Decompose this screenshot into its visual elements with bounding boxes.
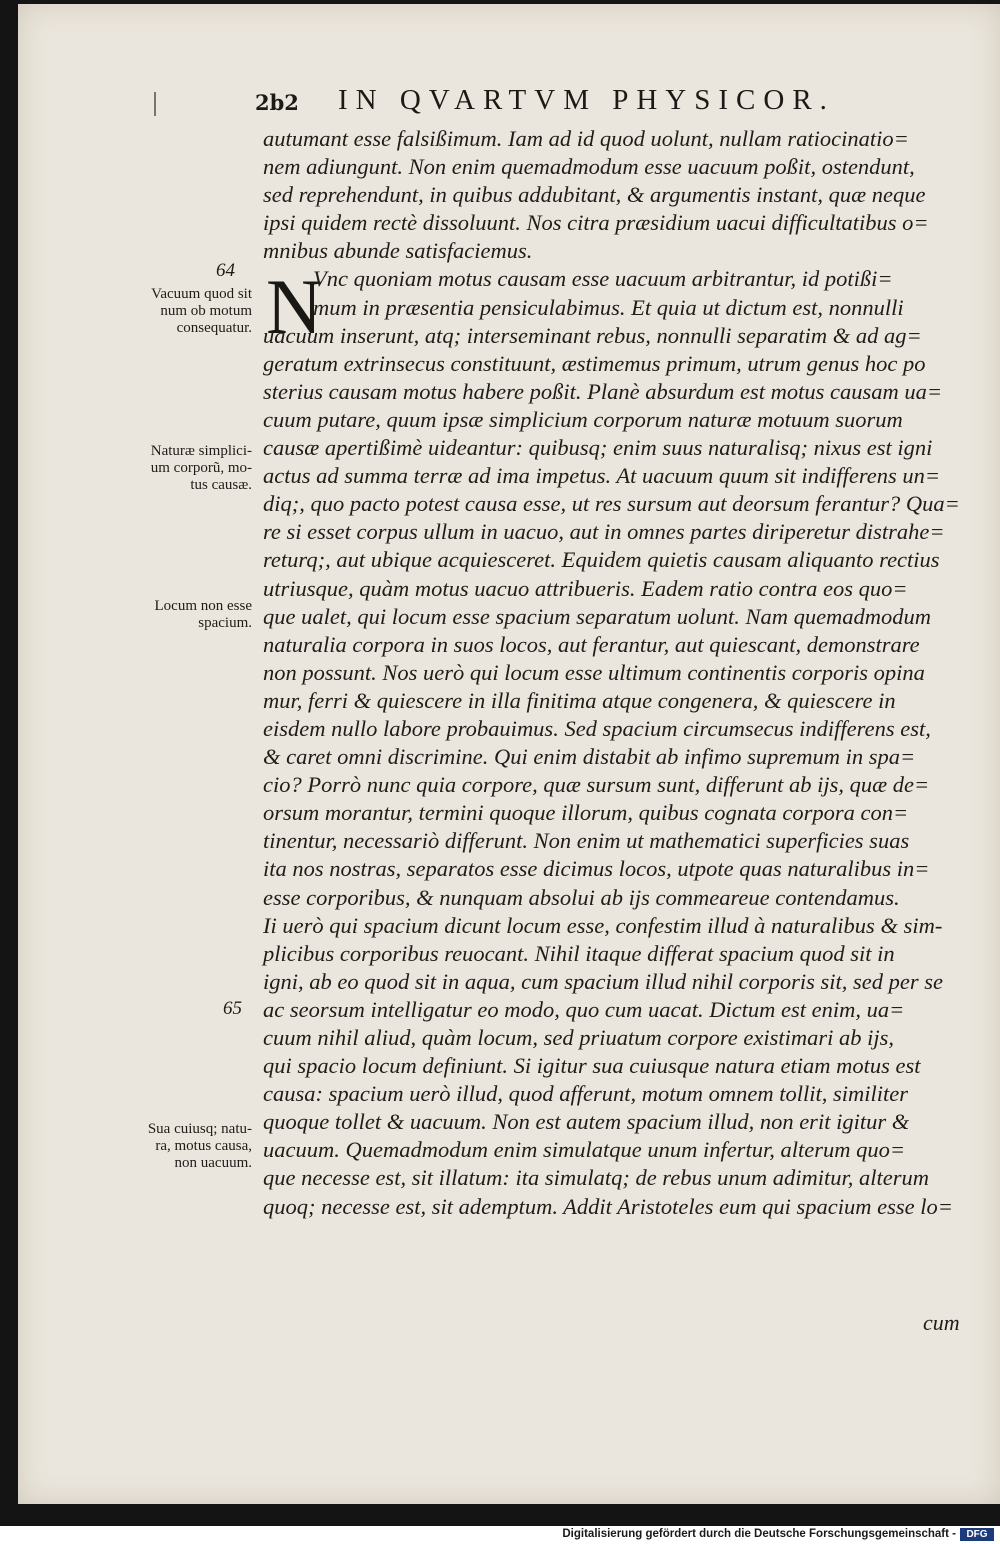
page-header: [18, 84, 1000, 124]
text-line: cio? Porrò nunc quia corpore, quæ sursum sunt, differunt ab ijs, quæ de=: [263, 772, 930, 798]
text-line: esse corporibus, & nunquam absolui ab ijs commeareue contendamus.: [263, 884, 900, 910]
text-line: autumant esse falsißimum. Iam ad id quod uolunt, nullam ratiocinatio=: [263, 126, 909, 151]
text-line: cuum putare, quum ipsæ simplicium corporum naturæ motuum suorum: [263, 406, 903, 432]
text-line: qui spacio locum definiunt. Si igitur sua cuiusque natura etiam motus est: [263, 1053, 921, 1079]
text-line: mur, ferri & quiescere in illa finitima atque congenera, & quiescere in: [263, 687, 896, 713]
text-line: cuum nihil aliud, quàm locum, sed priuatum corpore existimari ab ijs,: [263, 1025, 894, 1050]
margin-note-line: spacium.: [198, 615, 252, 631]
text-line: orsum morantur, termini quoque illorum, quibus cognata corpora con=: [263, 800, 909, 826]
text-line: sterius causam motus habere poßit. Planè absurdum est motus causam ua=: [263, 378, 943, 404]
text-line: ac seorsum intelligatur eo modo, quo cum uacat. Dictum est enim, ua=: [263, 996, 905, 1022]
margin-note-line: Sua cuiusq; natu-: [147, 1121, 252, 1137]
digitization-credit-bar: [0, 1526, 1000, 1544]
drop-cap: N: [266, 263, 323, 350]
text-line: eisdem nullo labore probauimus. Sed spacium circumsecus indifferens est,: [263, 715, 931, 741]
margin-note-locum: [102, 598, 252, 632]
text-line: sed reprehendunt, in quibus addubitant, & argumentis instant, quæ neque: [263, 182, 926, 208]
margin-note-naturae: [102, 443, 252, 494]
margin-note-line: tus causæ.: [190, 477, 252, 493]
text-line: plicibus corporibus reuocant. Nihil itaque differat spacium quod sit in: [263, 940, 895, 966]
margin-note-vacuum: [102, 286, 252, 337]
text-line: quoque tollet & uacuum. Non est autem spacium illud, non erit igitur &: [263, 1109, 910, 1135]
text-line: causæ apertißimè uideantur: quibusq; enim suus naturalisq; nixus est igni: [263, 435, 933, 461]
margin-note-line: um corporũ, mo-: [150, 460, 252, 476]
margin-note-sua: [102, 1121, 252, 1172]
margin-note-line: Vacuum quod sit: [151, 286, 252, 302]
text-line: mnibus abunde satisfaciemus.: [263, 238, 533, 264]
text-line: igni, ab eo quod sit in aqua, cum spacium illud nihil corporis sit, sed per se: [263, 968, 943, 994]
text-line: que ualet, qui locum esse spacium separatum uolunt. Nam quemadmodum: [263, 603, 932, 629]
text-line: nem adiungunt. Non enim quemadmodum esse uacuum poßit, ostendunt,: [263, 154, 915, 180]
text-line: mum in præsentia pensiculabimus. Et quia ut dictum est, nonnulli: [313, 294, 904, 320]
text-line: ipsi quidem rectè dissoluunt. Nos citra præsidium uacui difficultatibus o=: [263, 210, 929, 236]
text-line: naturalia corpora in suos locos, aut ferantur, aut quiescant, demonstrare: [263, 631, 920, 657]
margin-note-line: Locum non esse: [154, 598, 252, 614]
text-line: & caret omni discrimine. Qui enim distabit ab infimo supremum in spa=: [263, 744, 916, 770]
body-text: [263, 125, 968, 1221]
text-line: non possunt. Nos uerò qui locum esse ultimum continentis corporis opina: [263, 659, 925, 685]
text-line: ita nos nostras, separatos esse dicimus locos, utpote quas naturalibus in=: [263, 856, 930, 882]
text-line: Ii uerò qui spacium dicunt locum esse, confestim illud à naturalibus & sim-: [263, 912, 943, 938]
book-page: [18, 4, 1000, 1504]
text-line: returq;, aut ubique acquiesceret. Equidem quietis causam aliquanto rectius: [263, 547, 940, 573]
margin-note-line: non uacuum.: [174, 1155, 252, 1171]
margin-note-line: Naturæ simplici-: [150, 443, 252, 459]
margin-note-line: consequatur.: [176, 320, 252, 336]
section-number-65: 65: [223, 998, 242, 1019]
text-line: tinentur, necessariò differunt. Non enim ut mathematici superficies suas: [263, 828, 910, 854]
text-line: uacuum. Quemadmodum enim simulatque unum infertur, alterum quo=: [263, 1137, 906, 1163]
text-line: causa: spacium uerò illud, quod afferunt, motum omnem tollit, similiter: [263, 1081, 908, 1107]
text-line: Vnc quoniam motus causam esse uacuum arbitrantur, id potißi=: [313, 266, 893, 292]
running-head: IN QVARTVM PHYSICOR.: [338, 84, 835, 116]
catchword: cum: [923, 1310, 960, 1335]
section-number-64: 64: [216, 260, 235, 281]
text-line: actus ad summa terræ ad ima impetus. At uacuum quum sit indifferens un=: [263, 463, 941, 489]
text-line: diq;, quo pacto potest causa esse, ut res sursum aut deorsum ferantur? Qua=: [263, 491, 960, 517]
text-line: quoq; necesse est, sit ademptum. Addit Aristoteles eum qui spacium esse lo=: [263, 1193, 953, 1219]
text-line: que necesse est, sit illatum: ita simulatq; de rebus unum adimitur, alterum: [263, 1165, 929, 1191]
text-line: uacuum inserunt, atq; interseminant rebus, nonnulli separatim & ad ag=: [263, 322, 922, 348]
text-line: utriusque, quàm motus uacuo attribueris. Eadem ratio contra eos quo=: [263, 575, 908, 601]
dfg-logo: DFG: [960, 1528, 994, 1541]
folio-number: 2b2: [255, 90, 299, 115]
credit-text: Digitalisierung gefördert durch die Deutsche Forschungsgemeinschaft -: [562, 1528, 956, 1540]
text-line: geratum extrinsecus constituunt, æstimemus primum, utrum genus hoc po: [263, 350, 926, 376]
margin-note-line: num ob motum: [160, 303, 252, 319]
text-line: re si esset corpus ullum in uacuo, aut in omnes partes diriperetur distrahe=: [263, 519, 945, 545]
margin-note-line: ra, motus causa,: [155, 1138, 252, 1154]
